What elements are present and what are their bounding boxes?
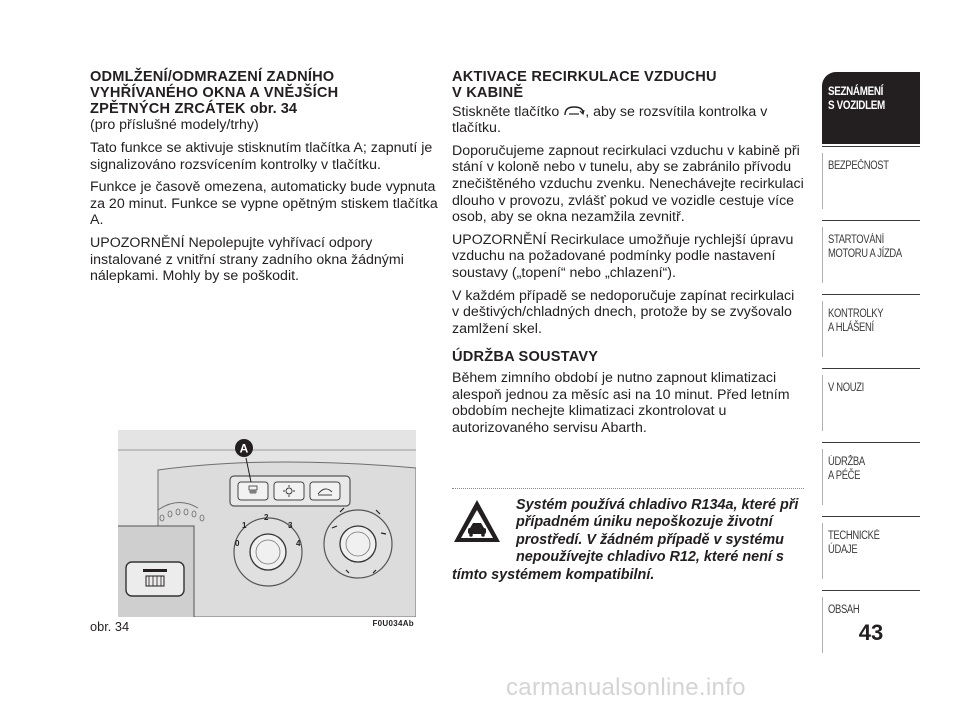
chapter-tab-label-line: S VOZIDLEM xyxy=(828,98,885,112)
dial-number-0: 0 xyxy=(235,539,240,548)
defrost-warning-paragraph: UPOZORNĚNÍ Nepolepujte vyhřívací odpory instalované z vnitřní strany zadního okna žádnými nálepkami. Mohly by se poškodit. xyxy=(90,234,404,285)
recirculation-heading xyxy=(452,70,804,102)
watermark: carmanualsonline.info xyxy=(506,674,746,701)
environment-warning-icon xyxy=(452,498,502,550)
left-column xyxy=(90,70,440,291)
defrost-heading-line-1: ODMLŽENÍ/ODMRAZENÍ ZADNÍHO xyxy=(90,69,335,85)
recirculation-paragraph-3: V každém případě se nedoporučuje zapínat recirkulaci v deštivých/chladných dnech, protože by se zvyšovalo zamlžení skel. xyxy=(452,287,795,337)
chapter-tab-7[interactable] xyxy=(822,516,920,588)
chapter-tab-label xyxy=(828,307,883,335)
defrost-paragraph-1: Tato funkce se aktivuje stisknutím tlačítka A; zapnutí je signalizováno rozsvícením kontrolky v tlačítku. xyxy=(90,139,433,173)
chapter-tab-edge xyxy=(822,301,823,357)
chapter-tab-label-line: A HLÁŠENÍ xyxy=(828,322,874,334)
figure-34 xyxy=(90,430,416,633)
climate-control-illustration xyxy=(118,430,416,617)
figure-code: F0U034Ab xyxy=(372,619,414,628)
chapter-tab-label xyxy=(828,381,864,395)
chapter-tab-label-line: SEZNÁMENÍ xyxy=(828,84,884,98)
defrost-subtitle: (pro příslušné modely/trhy) xyxy=(90,117,259,134)
chapter-tab-6[interactable] xyxy=(822,442,920,514)
distribution-dial-knob xyxy=(340,526,376,562)
chapter-tab-5[interactable] xyxy=(822,368,920,440)
chapter-tab-label-line: TECHNICKÉ xyxy=(828,530,880,542)
chapter-tab-edge xyxy=(822,153,823,209)
zoomed-defrost-button xyxy=(126,562,184,596)
recirculation-paragraph-1: Doporučujeme zapnout recirkulaci vzduchu v kabině při stání v koloně nebo v tunelu, aby se zabránilo přívodu znečištěného vzduchu zvenku. Nenechávejte recirkulaci dlouho v provozu, zvlášť pokud ve vozidle cestuje více osob, aby se okna nezamžila zevnitř. xyxy=(452,142,804,226)
environment-warning xyxy=(452,497,804,584)
recirculation-icon xyxy=(563,105,585,117)
recirculation-heading-line-2: V KABINĚ xyxy=(452,84,524,101)
chapter-tab-label-line: ÚDAJE xyxy=(828,544,858,556)
recirculation-button xyxy=(310,482,340,500)
maintenance-heading: ÚDRŽBA SOUSTAVY xyxy=(452,349,599,366)
recirculation-intro xyxy=(452,104,804,137)
chapter-tab-label-line: KONTROLKY xyxy=(828,308,884,320)
recirculation-intro-end: , aby se rozsvítila kontrolka v tlačítku. xyxy=(452,103,768,137)
dial-number-2: 2 xyxy=(264,513,269,522)
chapter-sidebar xyxy=(822,72,920,664)
defrost-paragraph-2: Funkce je časově omezena, automaticky bude vypnuta za 20 minut. Funkce se vypne opětným stiskem tlačítka A. xyxy=(90,179,438,229)
chapter-tab-label xyxy=(828,84,885,112)
right-column xyxy=(452,70,804,442)
chapter-tab-label xyxy=(828,159,889,173)
figure-caption: obr. 34 xyxy=(90,619,130,634)
chapter-tab-label xyxy=(828,233,902,261)
callout-a-label: A xyxy=(239,441,249,456)
chapter-tab-edge xyxy=(822,449,823,505)
chapter-tab-3[interactable] xyxy=(822,220,920,292)
chapter-tab-label-line: OBSAH xyxy=(828,604,860,616)
recirculation-warning-paragraph: UPOZORNĚNÍ Recirkulace umožňuje rychlejší úpravu vzduchu na požadované podmínky podle nastavení soustavy („topení“ nebo „chlazení“). xyxy=(452,231,794,281)
page-number: 43 xyxy=(858,620,884,645)
recirculation-intro-start: Stiskněte tlačítko xyxy=(452,103,560,120)
chapter-tab-label-line: V NOUZI xyxy=(828,382,864,394)
chapter-tab-edge xyxy=(822,375,823,431)
defrost-heading-line-3: ZPĚTNÝCH ZRCÁTEK xyxy=(90,100,246,117)
warning-divider xyxy=(452,488,804,489)
dial-number-4: 4 xyxy=(296,539,301,548)
environment-warning-text: Systém používá chladivo R134a, které při případném úniku nepoškozuje životní prostředí. V žádném případě v systému nepoužívejte chladivo R12, které není s tímto systémem kompatibilní. xyxy=(452,497,799,583)
climate-panel-drawing xyxy=(118,430,416,617)
maintenance-paragraph: Během zimního období je nutno zapnout klimatizaci alespoň jednou za měsíc asi na 10 minut. Před letním obdobím nechejte klimatizaci zkontrolovat u autorizovaného servisu Abarth. xyxy=(452,370,790,436)
chapter-tab-edge xyxy=(822,227,823,283)
chapter-tab-label xyxy=(828,455,865,483)
defrost-heading xyxy=(90,70,440,117)
chapter-tab-edge xyxy=(822,523,823,579)
chapter-tab-label-line: BEZPEČNOST xyxy=(828,160,889,172)
chapter-tab-label xyxy=(828,603,859,617)
defrost-heading-line-2: VYHŘÍVANÉHO OKNA A VNĚJŠÍCH xyxy=(90,84,339,101)
chapter-tab-label-line: STARTOVÁNÍ xyxy=(828,234,884,246)
dial-number-3: 3 xyxy=(288,521,293,530)
chapter-tab-label-line: ÚDRŽBA xyxy=(828,456,865,468)
figure-reference: obr. 34 xyxy=(249,100,297,117)
dial-number-1: 1 xyxy=(242,521,247,530)
chapter-tab-4[interactable] xyxy=(822,294,920,366)
chapter-tab-label xyxy=(828,529,880,557)
chapter-tab-label-line: A PÉČE xyxy=(828,470,861,482)
chapter-tab-2[interactable] xyxy=(822,146,920,218)
chapter-tab-label-line: MOTORU A JÍZDA xyxy=(828,248,902,260)
recirculation-heading-line-1: AKTIVACE RECIRKULACE VZDUCHU xyxy=(452,69,717,85)
chapter-tab-1[interactable] xyxy=(822,72,920,144)
ac-button xyxy=(274,482,304,500)
fan-dial-knob xyxy=(250,534,286,570)
